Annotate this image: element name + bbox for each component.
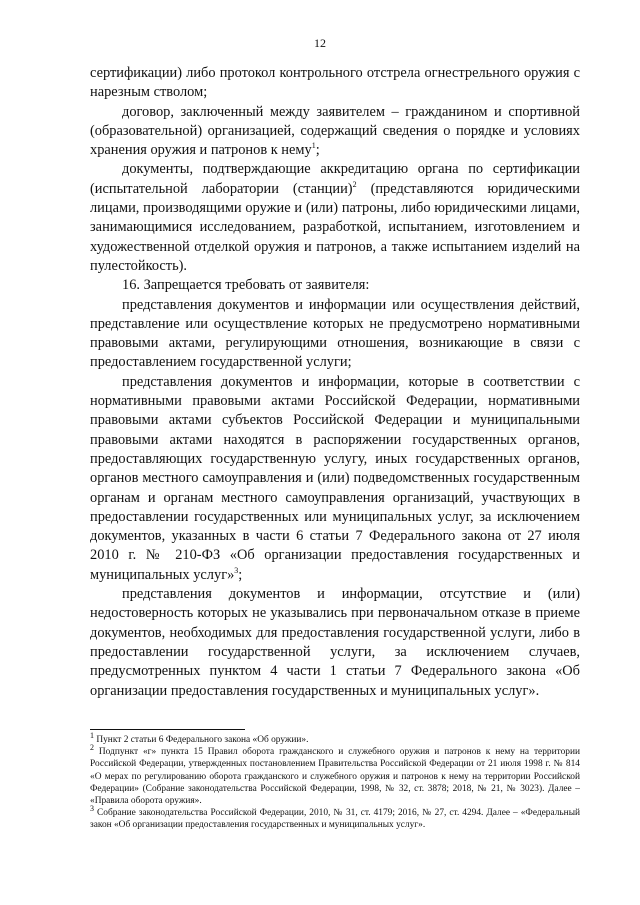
footnote-3 — [90, 804, 581, 831]
footnotes — [90, 730, 581, 832]
paragraph-text: представления документов и информации, которые в соответствии с нормативными правовыми актами Российской Федерации, нормативными правовыми актами субъектов Российской Федерации и муниципальными правовыми актами находятся в распоряжении государственных органов, предоставляющих государственную услугу, иных государственных органов, органов местного самоуправления и (или) подведомственных государственным органам и органам местного самоуправления организаций, участвующих в предоставлении государственных или муниципальных услуг, за исключением документов, указанных в части 6 статьи 7 Федерального закона от 27 июля 2010 г. № 210-ФЗ «Об организации предоставления государственных и муниципальных услуг» — [90, 373, 580, 583]
paragraph-documents-not-indicated-on-refusal: представления документов и информации, отсутствие и (или) недостоверность которых не указывались при первоначальном отказе в приеме документов, необходимых для предоставления государственной услуги, либо в предоставлении государственной услуги, за исключением случаев, предусмотренных пунктом 4 части 1 статьи 7 Федерального закона «Об организации предоставления государственных и муниципальных услуг». — [90, 586, 580, 699]
paragraph-accreditation — [90, 160, 580, 276]
punctuation: ; — [238, 566, 243, 583]
paragraph-storage-agreement — [90, 103, 580, 161]
footnote-ref-2: 2 — [352, 179, 357, 189]
paragraph-text: договор, заключенный между заявителем – гражданином и спортивной (образовательной) организацией, содержащий сведения о порядке и условиях хранения оружия и патронов к нему — [90, 103, 580, 159]
footnote-number: 1 — [90, 730, 94, 740]
paragraph-text: документы, подтверждающие аккредитацию органа по сертификации (испытательной лаборатории (станции) — [90, 161, 580, 197]
page-number: 12 — [314, 36, 326, 50]
paragraph-certification-continued: сертификации) либо протокол контрольного отстрела огнестрельного оружия с нарезным стволом; — [90, 65, 580, 101]
punctuation: ; — [315, 142, 320, 159]
footnote-text: Собрание законодательства Российской Федерации, 2010, № 31, ст. 4179; 2016, № 27, ст. 4294. Далее – «Федеральный закон «Об организации предоставления государственных и муниципальных услуг». — [90, 808, 581, 831]
footnote-ref-1: 1 — [311, 141, 316, 151]
paragraph-no-documents-not-required: представления документов и информации или осуществления действий, представление или осуществление которых не предусмотрено нормативными правовыми актами, регулирующими отношения, возникающие в связи с предоставлением государственной услуги; — [90, 296, 580, 371]
footnote-text: Пункт 2 статьи 6 Федерального закона «Об оружии». — [96, 735, 309, 745]
body-text — [90, 64, 580, 701]
footnote-number: 3 — [90, 804, 94, 814]
section-16-heading: 16. Запрещается требовать от заявителя: — [122, 277, 370, 294]
footnote-1 — [90, 730, 580, 746]
footnote-text: Подпункт «г» пункта 15 Правил оборота гражданского и служебного оружия и патронов к нему на территории Российской Федерации, утвержденных постановлением Правительства Российской Федерации от 21 июля 1998 г. № 814 «О мерах по регулированию оборота гражданского и служебного оружия и патронов к нему на территории Российской Федерации» (Собрание законодательства Российской Федерации, 1998, № 32, ст. 3878; 2018, № 21, № 3023). Далее – «Правила оборота оружия». — [90, 747, 580, 807]
paragraph-text: (представляются юридическими лицами, производящими оружие и (или) патроны, либо юридическими лицами, занимающимися исследованием, разработкой, испытанием, изготовлением и художественной отделкой оружия и патронов, а также испытанием изделий на пулестойкость). — [90, 180, 580, 274]
footnote-2 — [90, 743, 580, 807]
footnote-ref-3: 3 — [234, 565, 239, 575]
footnote-divider — [90, 729, 245, 730]
paragraph-documents-held-by-agencies — [90, 373, 580, 585]
footnote-number: 2 — [90, 743, 94, 753]
